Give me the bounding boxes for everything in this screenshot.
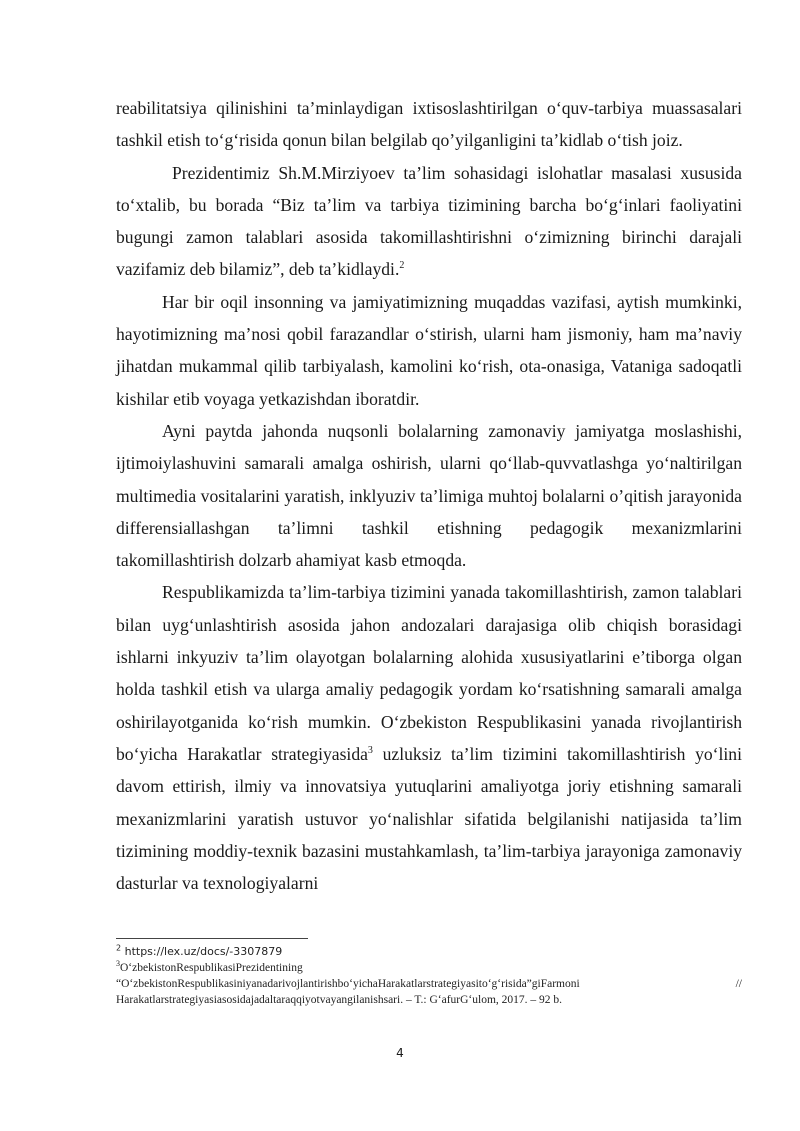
footnote-2 [116,944,742,960]
page-number: 4 [396,1046,404,1060]
paragraph-4 [116,415,742,576]
footnote-3-mark: 3 [116,959,120,969]
footnote-3-separator: // [735,978,742,990]
paragraph-1-text: reabilitatsiya qilinishini ta’minlaydigan ixtisoslashtirilgan o‘quv-tarbiya muassasalari tashkil etish to‘g‘risida qonun bilan belgilab qo’yilganligini ta’kidlab o‘tish joiz. [116,98,742,151]
paragraph-3-text: Har bir oqil insonning va jamiyatimizning muqaddas vazifasi, aytish mumkinki, hayotimizning ma’nosi qobil farazandlar o‘stirish, ularni ham jismoniy, ham ma’naviy jihatdan mukammal qilib tarbiyalash, kamolini ko‘rish, ota-onasiga, Vataniga sadoqatli kishilar etib voyaga yetkazishdan iboratdir. [116,291,742,409]
footnote-3-line-2 [116,976,742,992]
footnote-ref-3[interactable]: 3 [367,745,373,757]
paragraph-2 [116,157,742,286]
paragraph-5 [116,576,742,899]
paragraph-3 [116,286,742,415]
footnote-ref-2[interactable]: 2 [399,260,405,272]
footnote-3-line-3 [116,992,742,1008]
footnote-3-line-1 [116,960,742,976]
footnote-3-text-2: “O‘zbekistonRespublikasiniyanadarivojlantirishbo‘yichaHarakatlarstrategiyasito‘g‘risida”giFarmoni [116,978,580,990]
paragraph-4-text: Ayni paytda jahonda nuqsonli bolalarning zamonaviy jamiyatga moslashishi, ijtimoiylashuvini samarali amalga oshirish, ularni qo‘llab-quvvatlashga yo‘naltirilgan multimedia vositalarini yaratish, inklyuziv ta’limiga muhtoj bolalarni o’qitish jarayonida differensiallashgan ta’limni tashkil etishning pedagogik mexanizmlarini takomillashtirish dolzarb ahamiyat kasb etmoqda. [116,420,742,571]
body-text [116,92,742,899]
paragraph-5-text-start: Respublikamizda ta’lim-tarbiya tizimini yanada takomillashtirish, zamon talablari bilan uyg‘unlashtirish asosida jahon andozalari darajasiga olib chiqish borasidagi ishlarni inkyuziv ta’lim olayotgan bolalarning alohida xususiyatlarini e’tiborga olgan holda tashkil etish va ularga amaliy pedagogik yordam ko‘rsatishning samarali amalga oshirilayotganida ko‘rish mumkin. O‘zbekiston Respublikasini yanada rivojlantirish bo‘yicha Harakatlar strategiyasida [116,582,742,764]
footnote-separator [116,938,308,939]
paragraph-5-text-end: uzluksiz ta’lim tizimini takomillashtirish yo‘lini davom ettirish, ilmiy va innovatsiya yutuqlarini amaliyotga joriy etishning samarali mexanizmlarini yaratish ustuvor yo‘nalishlar sifatida belgilanishi natijasida ta’lim tizimining moddiy-texnik bazasini mustahkamlash, ta’lim-tarbiya jarayoniga zamonaviy dasturlar va texnologiyalarni [116,743,742,894]
footnote-3-text-3: Harakatlarstrategiyasiasosidajadaltaraqqiyotvayangilanishsari. – T.: G‘afurG‘ulom, 2017. – 92 b. [116,994,563,1006]
paragraph-2-text: Prezidentimiz Sh.M.Mirziyoev ta’lim sohasidagi islohatlar masalasi xususida to‘xtalib, bu borada “Biz ta’lim va tarbiya tizimining barcha bo‘g‘inlari faoliyatini bugungi zamon talablari asosida takomillashtirishni o‘zimizning birinchi darajali vazifamiz deb bilamiz”, deb ta’kidlaydi. [116,162,742,280]
paragraph-1 [116,92,742,157]
footnote-3-text-1: O‘zbekistonRespublikasiPrezidentining [120,962,303,974]
footnotes [116,944,742,1008]
footnote-2-mark: 2 [116,943,122,953]
footnote-2-link[interactable]: https://lex.uz/docs/-3307879 [124,945,283,958]
